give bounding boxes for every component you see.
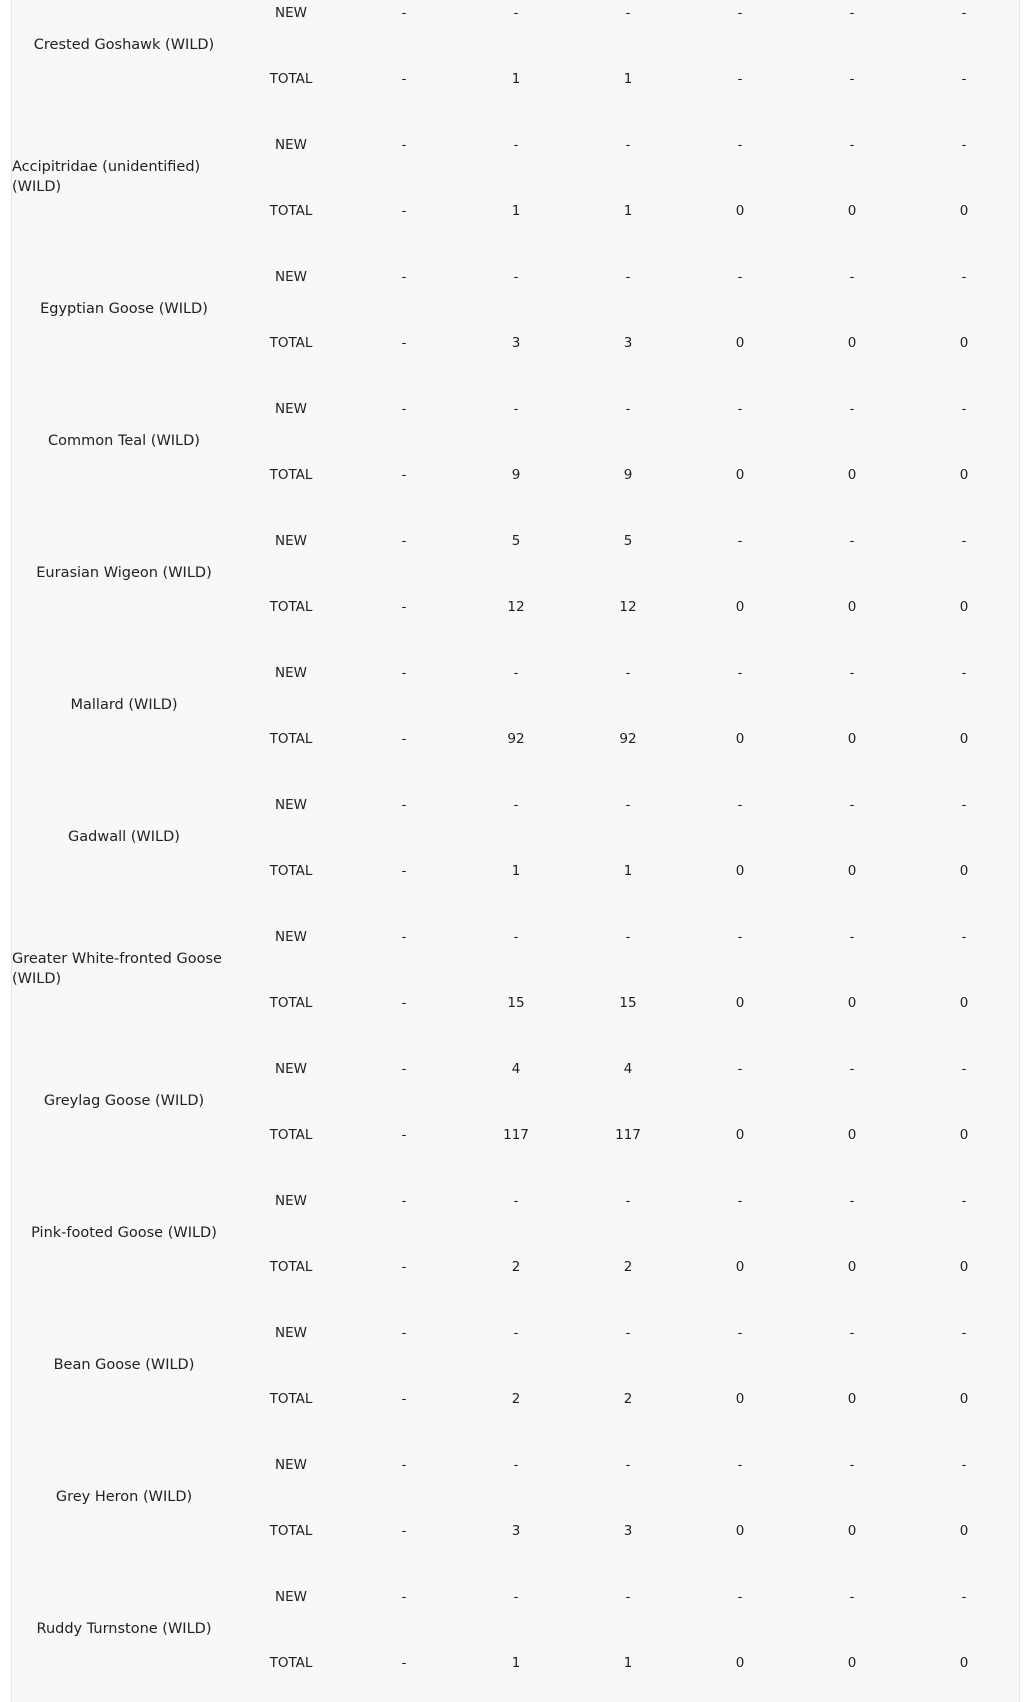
total-count-cell: - [401,1523,407,1539]
total-count-cell: 117 [503,1127,529,1143]
total-count-cell: 15 [619,995,637,1011]
new-count-cell: - [737,929,743,945]
total-count-cell: 3 [623,1523,633,1539]
total-count-cell: 1 [511,203,521,219]
new-count-cell: - [849,269,855,285]
new-count-cell: 4 [623,1061,633,1077]
new-count-cell: - [513,665,519,681]
new-count-cell: - [961,1457,967,1473]
new-count-cell: - [849,5,855,21]
total-count-cell: 9 [511,467,521,483]
total-count-cell: 0 [959,995,969,1011]
new-count-cell: - [961,1061,967,1077]
new-count-cell: - [625,665,631,681]
new-count-cell: - [849,797,855,813]
new-count-cell: - [849,1589,855,1605]
total-row-label: TOTAL [269,335,313,351]
new-count-cell: - [625,797,631,813]
new-count-cell: - [737,1457,743,1473]
species-name: Egyptian Goose (WILD) [40,301,208,317]
total-count-cell: 0 [735,467,745,483]
new-count-cell: - [625,5,631,21]
total-count-cell: 0 [847,1259,857,1275]
total-count-cell: - [401,995,407,1011]
total-count-cell: - [401,1391,407,1407]
new-count-cell: - [961,1325,967,1341]
new-count-cell: - [513,137,519,153]
new-count-cell: - [513,401,519,417]
new-count-cell: - [737,401,743,417]
total-count-cell: 0 [959,1127,969,1143]
total-count-cell: 0 [735,1655,745,1671]
new-count-cell: - [401,269,407,285]
new-count-cell: - [961,665,967,681]
total-row-label: TOTAL [269,1523,313,1539]
total-count-cell: 1 [623,203,633,219]
total-count-cell: 0 [735,1127,745,1143]
new-count-cell: - [961,269,967,285]
total-count-cell: 3 [623,335,633,351]
species-name: Greater White-fronted Goose (WILD) [12,951,222,987]
total-count-cell: 0 [847,731,857,747]
new-row-label: NEW [275,269,307,285]
new-count-cell: - [513,269,519,285]
total-count-cell: 0 [735,1391,745,1407]
total-count-cell: 15 [507,995,525,1011]
new-count-cell: - [737,1061,743,1077]
new-count-cell: - [401,401,407,417]
new-count-cell: - [401,665,407,681]
new-count-cell: - [737,1589,743,1605]
species-name: Gadwall (WILD) [68,829,180,845]
new-count-cell: - [513,5,519,21]
total-count-cell: 1 [623,71,633,87]
total-count-cell: 0 [959,1391,969,1407]
total-count-cell: 12 [619,599,637,615]
new-count-cell: - [625,1325,631,1341]
total-count-cell: - [401,71,407,87]
new-count-cell: - [737,665,743,681]
total-count-cell: 0 [847,863,857,879]
new-count-cell: - [401,1325,407,1341]
new-row-label: NEW [275,1061,307,1077]
total-count-cell: 0 [735,1523,745,1539]
total-count-cell: 0 [735,731,745,747]
new-row-label: NEW [275,401,307,417]
total-count-cell: - [401,203,407,219]
total-count-cell: 0 [735,599,745,615]
total-count-cell: 0 [847,203,857,219]
species-name: Greylag Goose (WILD) [43,1093,205,1109]
new-count-cell: - [737,1193,743,1209]
total-count-cell: - [401,731,407,747]
total-count-cell: 3 [511,335,521,351]
total-count-cell: - [401,1655,407,1671]
new-count-cell: 5 [623,533,633,549]
new-count-cell: - [625,929,631,945]
new-count-cell: - [961,1193,967,1209]
species-table [11,0,1020,1702]
new-count-cell: - [625,269,631,285]
new-row-label: NEW [275,929,307,945]
new-count-cell: - [849,401,855,417]
new-count-cell: 5 [511,533,521,549]
new-count-cell: - [625,1589,631,1605]
new-count-cell: - [849,665,855,681]
total-count-cell: 92 [507,731,525,747]
total-count-cell: 0 [959,1655,969,1671]
total-row-label: TOTAL [269,863,313,879]
total-count-cell: 0 [847,1523,857,1539]
new-count-cell: - [401,1589,407,1605]
total-count-cell: - [401,1127,407,1143]
total-count-cell: 117 [615,1127,641,1143]
new-row-label: NEW [275,797,307,813]
total-count-cell: - [401,1259,407,1275]
total-count-cell: 0 [959,335,969,351]
species-name: Crested Goshawk (WILD) [33,37,215,53]
new-row-label: NEW [275,137,307,153]
new-count-cell: 4 [511,1061,521,1077]
total-row-label: TOTAL [269,1655,313,1671]
new-count-cell: - [961,137,967,153]
new-count-cell: - [849,1457,855,1473]
total-count-cell: 0 [735,335,745,351]
new-count-cell: - [625,1457,631,1473]
total-count-cell: 0 [959,863,969,879]
new-count-cell: - [849,1325,855,1341]
new-count-cell: - [401,929,407,945]
new-row-label: NEW [275,5,307,21]
new-count-cell: - [401,5,407,21]
total-count-cell: 0 [847,995,857,1011]
total-count-cell: 1 [623,1655,633,1671]
new-row-label: NEW [275,1325,307,1341]
total-row-label: TOTAL [269,1127,313,1143]
total-count-cell: 9 [623,467,633,483]
total-row-label: TOTAL [269,731,313,747]
total-count-cell: - [401,335,407,351]
total-count-cell: - [401,863,407,879]
new-count-cell: - [513,1193,519,1209]
total-count-cell: 2 [511,1391,521,1407]
species-name: Ruddy Turnstone (WILD) [36,1621,212,1637]
total-count-cell: - [401,467,407,483]
new-count-cell: - [513,1589,519,1605]
new-row-label: NEW [275,665,307,681]
total-count-cell: 0 [959,203,969,219]
new-count-cell: - [625,401,631,417]
new-count-cell: - [961,1589,967,1605]
new-count-cell: - [961,797,967,813]
new-count-cell: - [513,1457,519,1473]
total-count-cell: - [401,599,407,615]
total-count-cell: 0 [959,731,969,747]
total-row-label: TOTAL [269,995,313,1011]
new-count-cell: - [849,533,855,549]
new-count-cell: - [401,1457,407,1473]
total-count-cell: - [961,71,967,87]
species-name: Accipitridae (unidentified) (WILD) [12,159,201,195]
species-name: Common Teal (WILD) [48,433,200,449]
new-count-cell: - [737,137,743,153]
total-count-cell: 0 [735,995,745,1011]
new-count-cell: - [849,137,855,153]
total-count-cell: 1 [511,863,521,879]
total-count-cell: 1 [511,1655,521,1671]
total-count-cell: 2 [623,1259,633,1275]
total-count-cell: 2 [623,1391,633,1407]
new-count-cell: - [961,401,967,417]
total-row-label: TOTAL [269,599,313,615]
new-count-cell: - [401,137,407,153]
total-count-cell: 0 [847,599,857,615]
total-count-cell: 12 [507,599,525,615]
total-count-cell: 0 [959,599,969,615]
total-count-cell: 2 [511,1259,521,1275]
new-row-label: NEW [275,533,307,549]
total-count-cell: 3 [511,1523,521,1539]
new-count-cell: - [961,533,967,549]
new-count-cell: - [401,1061,407,1077]
new-count-cell: - [401,1193,407,1209]
total-count-cell: 0 [735,203,745,219]
total-count-cell: 0 [959,467,969,483]
total-count-cell: 0 [959,1523,969,1539]
species-name: Mallard (WILD) [70,697,178,713]
total-count-cell: 0 [847,467,857,483]
total-row-label: TOTAL [269,1259,313,1275]
new-row-label: NEW [275,1589,307,1605]
total-count-cell: 0 [847,1655,857,1671]
new-row-label: NEW [275,1193,307,1209]
new-count-cell: - [401,533,407,549]
new-count-cell: - [737,269,743,285]
total-row-label: TOTAL [269,71,313,87]
total-count-cell: 0 [735,1259,745,1275]
total-count-cell: - [849,71,855,87]
species-name: Eurasian Wigeon (WILD) [36,565,212,581]
new-count-cell: - [961,5,967,21]
total-row-label: TOTAL [269,1391,313,1407]
species-name: Bean Goose (WILD) [53,1357,195,1373]
new-row-label: NEW [275,1457,307,1473]
total-count-cell: 1 [623,863,633,879]
total-count-cell: 0 [847,1391,857,1407]
total-row-label: TOTAL [269,203,313,219]
total-count-cell: 1 [511,71,521,87]
new-count-cell: - [961,929,967,945]
total-count-cell: 0 [847,1127,857,1143]
new-count-cell: - [513,929,519,945]
new-count-cell: - [625,1193,631,1209]
species-name: Grey Heron (WILD) [55,1489,193,1505]
total-count-cell: 0 [959,1259,969,1275]
new-count-cell: - [849,1193,855,1209]
new-count-cell: - [401,797,407,813]
total-count-cell: 0 [735,863,745,879]
total-row-label: TOTAL [269,467,313,483]
new-count-cell: - [737,1325,743,1341]
new-count-cell: - [737,533,743,549]
new-count-cell: - [737,797,743,813]
total-count-cell: 92 [619,731,637,747]
new-count-cell: - [513,1325,519,1341]
new-count-cell: - [849,1061,855,1077]
species-name: Pink-footed Goose (WILD) [31,1225,217,1241]
new-count-cell: - [849,929,855,945]
total-count-cell: - [737,71,743,87]
total-count-cell: 0 [847,335,857,351]
new-count-cell: - [513,797,519,813]
new-count-cell: - [625,137,631,153]
new-count-cell: - [737,5,743,21]
